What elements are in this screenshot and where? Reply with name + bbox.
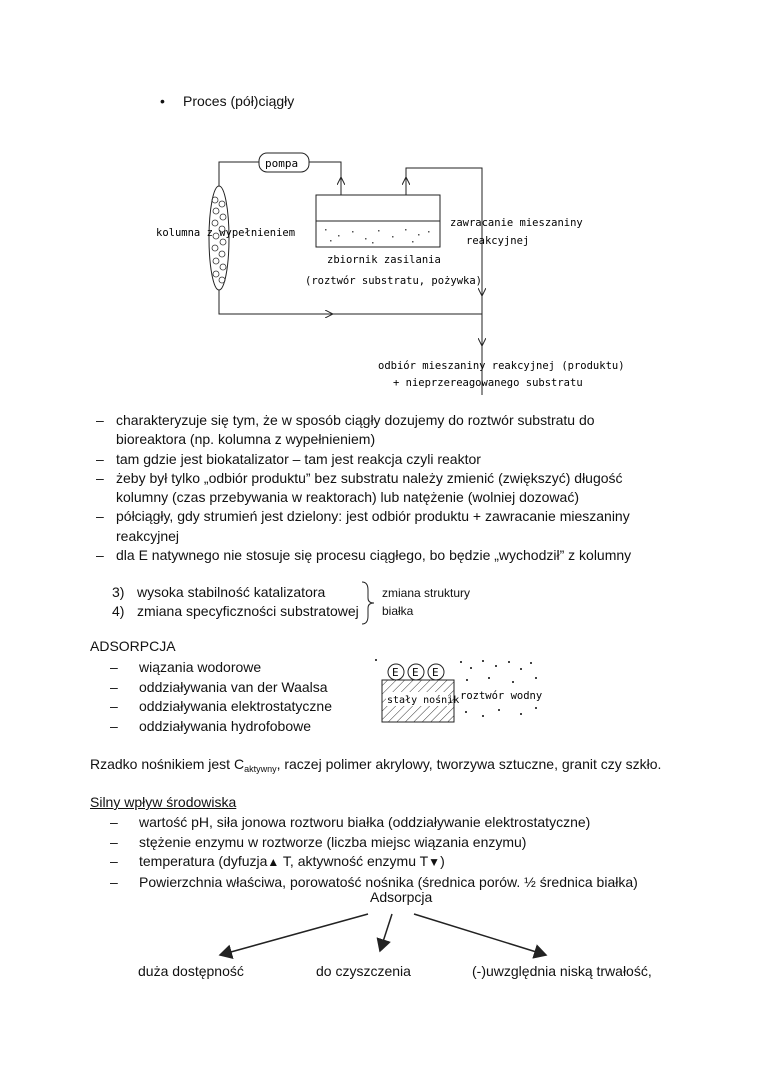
num-4-text: zmiana specyficzności substratowej: [137, 603, 359, 619]
outflow-label-1: odbiór mieszaniny reakcyjnej (produktu): [378, 360, 625, 372]
list-item: – oddziaływania van der Waalsa: [110, 678, 332, 698]
page-heading: Proces (pół)ciągły: [183, 93, 295, 109]
carrier-sentence: Rzadko nośnikiem jest $C_{aktywny}$, raczej polimer akrylowy, tworzywa sztuczne, granit czy szkło.: [90, 756, 662, 774]
environment-title: Silny wpływ środowiska: [90, 794, 237, 810]
list-item: – oddziaływania elektrostatyczne: [110, 697, 332, 717]
environment-list: [110, 813, 638, 892]
list-item: – oddziaływania hydrofobowe: [110, 717, 332, 737]
carrier-label: stały nośnik: [387, 695, 460, 706]
tank-label-2: (roztwór substratu, pożywka): [305, 275, 483, 287]
outflow-label-2: + nieprzereagowanego substratu: [393, 377, 583, 389]
process-diagram: [0, 0, 760, 400]
list-item: – wiązania wodorowe: [110, 658, 332, 678]
brace-note-2: białka: [382, 604, 414, 618]
return-label-1: zawracanie mieszaniny: [450, 217, 583, 229]
bullet: •: [160, 93, 165, 109]
column-label: kolumna z wypełnieniem: [156, 227, 296, 239]
tree-left: duża dostępność: [138, 963, 244, 979]
up-arrow-icon: ▲: [267, 855, 280, 869]
list-item: – Powierzchnia właściwa, porowatość nośnika (średnica porów. ½ średnica białka): [110, 873, 638, 893]
list-item-continuation: reakcyjnej: [116, 527, 180, 544]
adsorpcja-list: [110, 658, 332, 736]
return-label-2: reakcyjnej: [466, 235, 530, 247]
list-item: – półciągły, gdy strumień jest dzielony: jest odbiór produktu + zawracanie mieszaniny: [96, 507, 631, 526]
process-list: [96, 411, 631, 565]
svg-text:E: E: [412, 666, 419, 679]
tree-right: (-)uwzględnia niską trwałość,: [472, 963, 652, 979]
tank-label-1: zbiornik zasilania: [327, 254, 441, 266]
num-4: 4): [112, 603, 125, 619]
list-item: – żeby był tylko „odbiór produktu” bez substratu należy zmienić (zwiększyć) długość: [96, 469, 631, 488]
list-item: – stężenie enzymu w roztworze (liczba miejsc wiązania enzymu): [110, 833, 638, 853]
pump-label: pompa: [265, 157, 299, 170]
list-item: – wartość pH, siła jonowa roztworu białka (oddziaływanie elektrostatyczne): [110, 813, 638, 833]
svg-text:E: E: [432, 666, 439, 679]
list-item: – tam gdzie jest biokatalizator – tam jest reakcja czyli reaktor: [96, 450, 631, 469]
down-arrow-icon: ▼: [428, 855, 441, 869]
column-packing: [212, 197, 226, 283]
list-item-continuation: kolumny (czas przebywania w reaktorach) lub natężenie (wolniej dozować): [116, 489, 579, 506]
solution-label: roztwór wodny: [460, 690, 543, 702]
adsorpcja-title: ADSORPCJA: [90, 638, 176, 654]
tree-middle: do czyszczenia: [316, 963, 411, 979]
num-3: 3): [112, 584, 125, 600]
list-item: – charakteryzuje się tym, że w sposób ciągły dozujemy do roztwór substratu do: [96, 411, 631, 430]
carrier-diagram: [370, 655, 550, 725]
tree-root: Adsorpcja: [370, 889, 433, 905]
list-item-temperature: – temperatura (dyfuzja▲ T, aktywność enzymu T▼): [110, 852, 638, 873]
svg-text:E: E: [392, 666, 399, 679]
num-3-text: wysoka stabilność katalizatora: [137, 584, 326, 600]
brace: [358, 580, 378, 626]
list-item: – dla E natywnego nie stosuje się procesu ciągłego, bo będzie „wychodził” z kolumny: [96, 546, 631, 565]
brace-note-1: zmiana struktury: [382, 586, 471, 600]
list-item-continuation: bioreaktora (np. kolumna z wypełnieniem): [116, 431, 376, 448]
tree-arrows: [0, 900, 760, 960]
